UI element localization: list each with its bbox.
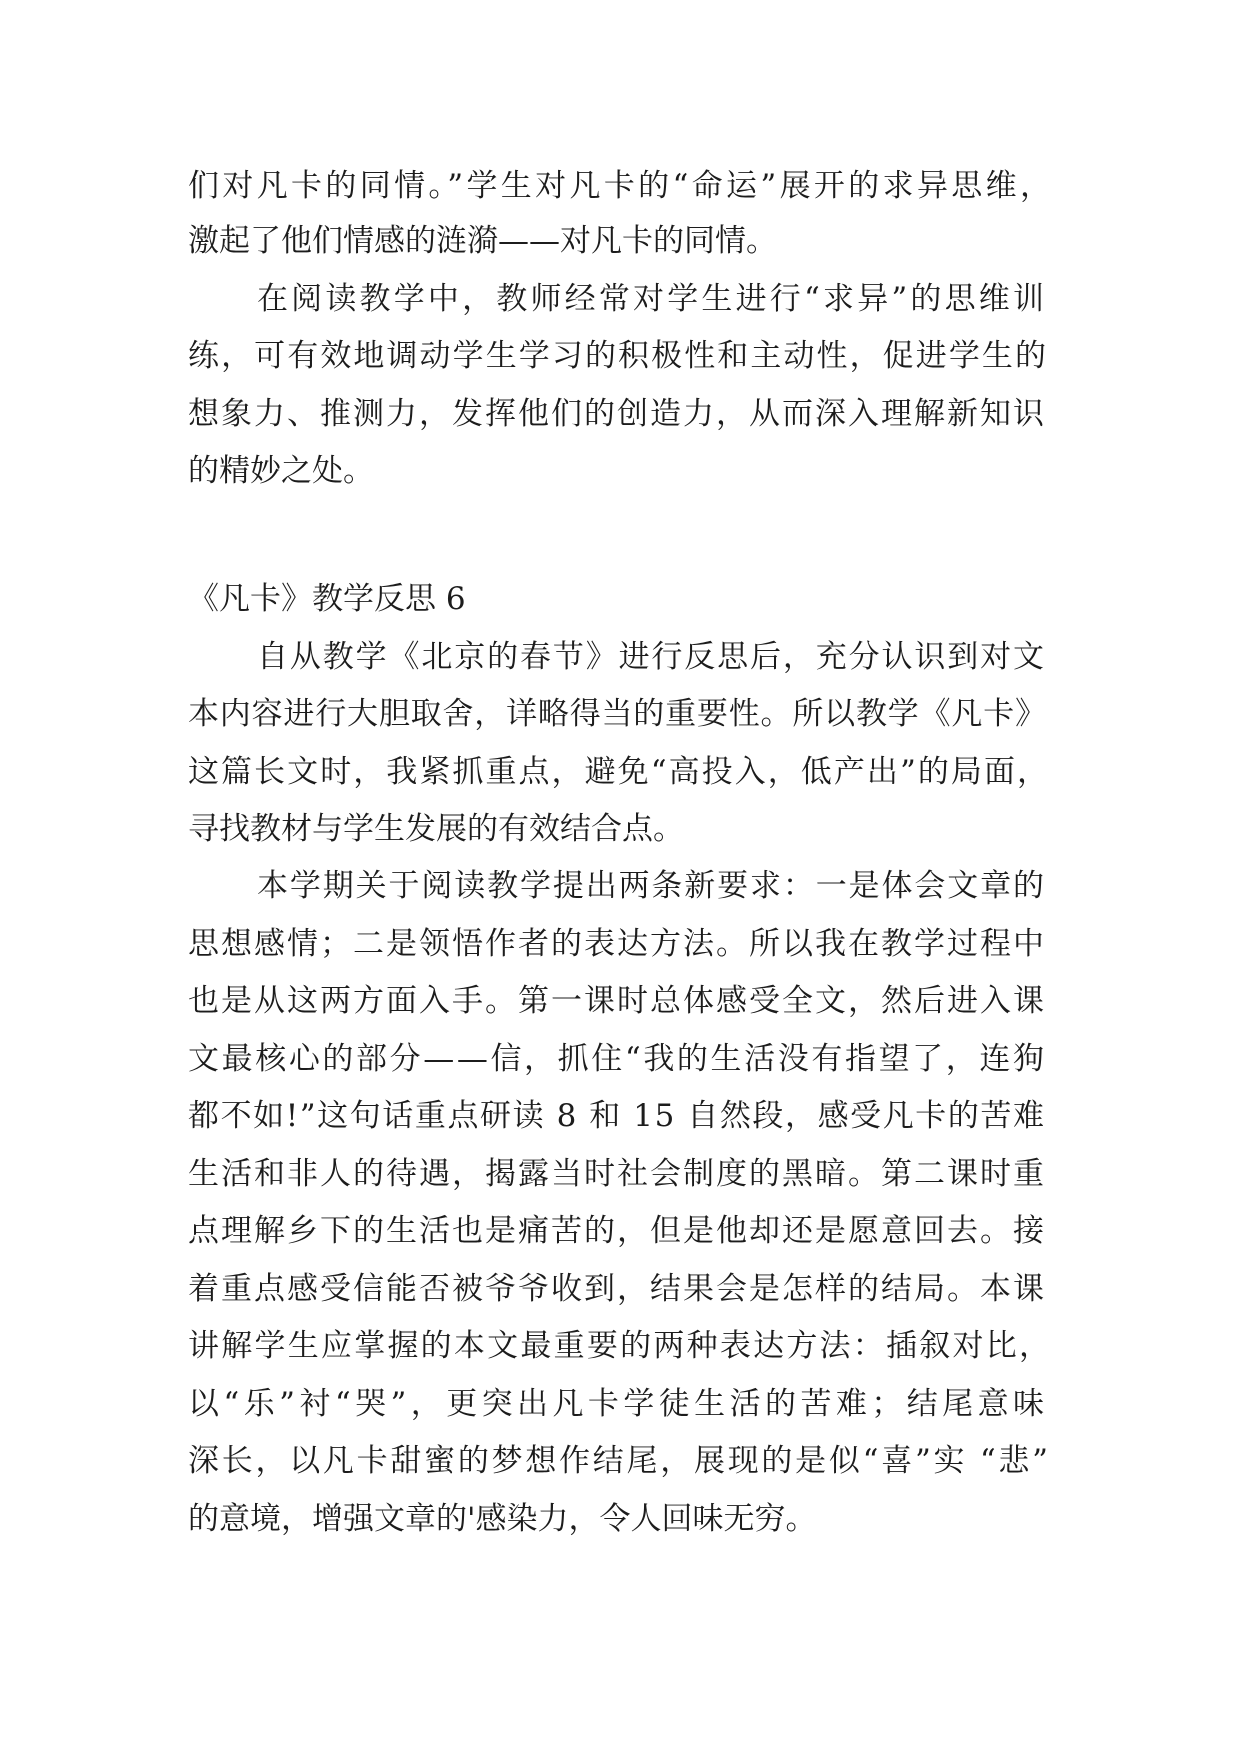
paragraph-text: 本内容进行大胆取舍，详略得当的重要性。所以教学《凡卡》: [188, 696, 1047, 732]
paragraph-line: [0, 1259, 1241, 1319]
paragraph-text: 着重点感受信能否被爷爷收到，结果会是怎样的结局。本课: [188, 1271, 1046, 1307]
paragraph-line: [0, 684, 1241, 744]
paragraph-line: [0, 627, 1241, 687]
paragraph-text: 自从教学《北京的春节》进行反思后，充分认识到对文: [257, 639, 1046, 675]
paragraph-text: 讲解学生应掌握的本文最重要的两种表达方法：插叙对比，: [188, 1328, 1053, 1364]
paragraph-line: [0, 1431, 1241, 1491]
section-heading-line: [0, 569, 1241, 629]
paragraph-line: [0, 156, 1241, 216]
paragraph-line: [0, 1374, 1241, 1434]
paragraph-text: 们对凡卡的同情。”学生对凡卡的“命运”展开的求异思维，: [188, 168, 1055, 204]
paragraph-line: [0, 1201, 1241, 1261]
paragraph-line: [0, 914, 1241, 974]
paragraph-text: 这篇长文时，我紧抓重点，避免“高投入，低产出”的局面，: [188, 754, 1051, 790]
paragraph-line: [0, 1489, 1241, 1549]
paragraph-text: 寻找教材与学生发展的有效结合点。: [188, 811, 684, 847]
paragraph-text: 在阅读教学中，教师经常对学生进行“求异”的思维训: [257, 281, 1048, 317]
paragraph-line: [0, 971, 1241, 1031]
paragraph-line: [0, 326, 1241, 386]
paragraph-text: 文最核心的部分——信，抓住“我的生活没有指望了，连狗: [188, 1041, 1047, 1077]
paragraph-text: 的意境，增强文章的'感染力，令人回味无穷。: [188, 1501, 817, 1537]
paragraph-text: 以“乐”衬“哭”，更突出凡卡学徒生活的苦难；结尾意味: [188, 1386, 1049, 1422]
paragraph-text: 也是从这两方面入手。第一课时总体感受全文，然后进入课: [188, 983, 1046, 1019]
paragraph-text: 生活和非人的待遇，揭露当时社会制度的黑暗。第二课时重: [188, 1156, 1046, 1192]
section-heading: 《凡卡》教学反思 6: [188, 581, 466, 617]
paragraph-line: [0, 742, 1241, 802]
paragraph-line: [0, 1144, 1241, 1204]
paragraph-line: [0, 441, 1241, 501]
paragraph-line: [0, 1086, 1241, 1146]
paragraph-text: 点理解乡下的生活也是痛苦的，但是他却还是愿意回去。接: [188, 1213, 1046, 1249]
paragraph-line: [0, 1029, 1241, 1089]
paragraph-line: [0, 384, 1241, 444]
paragraph-line: [0, 1316, 1241, 1376]
paragraph-line: [0, 856, 1241, 916]
paragraph-text: 练，可有效地调动学生学习的积极性和主动性，促进学生的: [188, 338, 1049, 374]
paragraph-text: 激起了他们情感的涟漪——对凡卡的同情。: [188, 223, 777, 259]
paragraph-text: 本学期关于阅读教学提出两条新要求：一是体会文章的: [257, 868, 1046, 904]
paragraph-line: [0, 269, 1241, 329]
paragraph-text: 的精妙之处。: [188, 453, 374, 489]
paragraph-line: [0, 211, 1241, 271]
paragraph-text: 想象力、推测力，发挥他们的创造力，从而深入理解新知识: [188, 396, 1046, 432]
paragraph-text: 深长，以凡卡甜蜜的梦想作结尾，展现的是似“喜”实 “悲”: [188, 1443, 1051, 1479]
paragraph-text: 都不如!”这句话重点研读 8 和 15 自然段，感受凡卡的苦难: [188, 1098, 1046, 1134]
paragraph-text: 思想感情；二是领悟作者的表达方法。所以我在教学过程中: [188, 926, 1046, 962]
paragraph-line: [0, 799, 1241, 859]
